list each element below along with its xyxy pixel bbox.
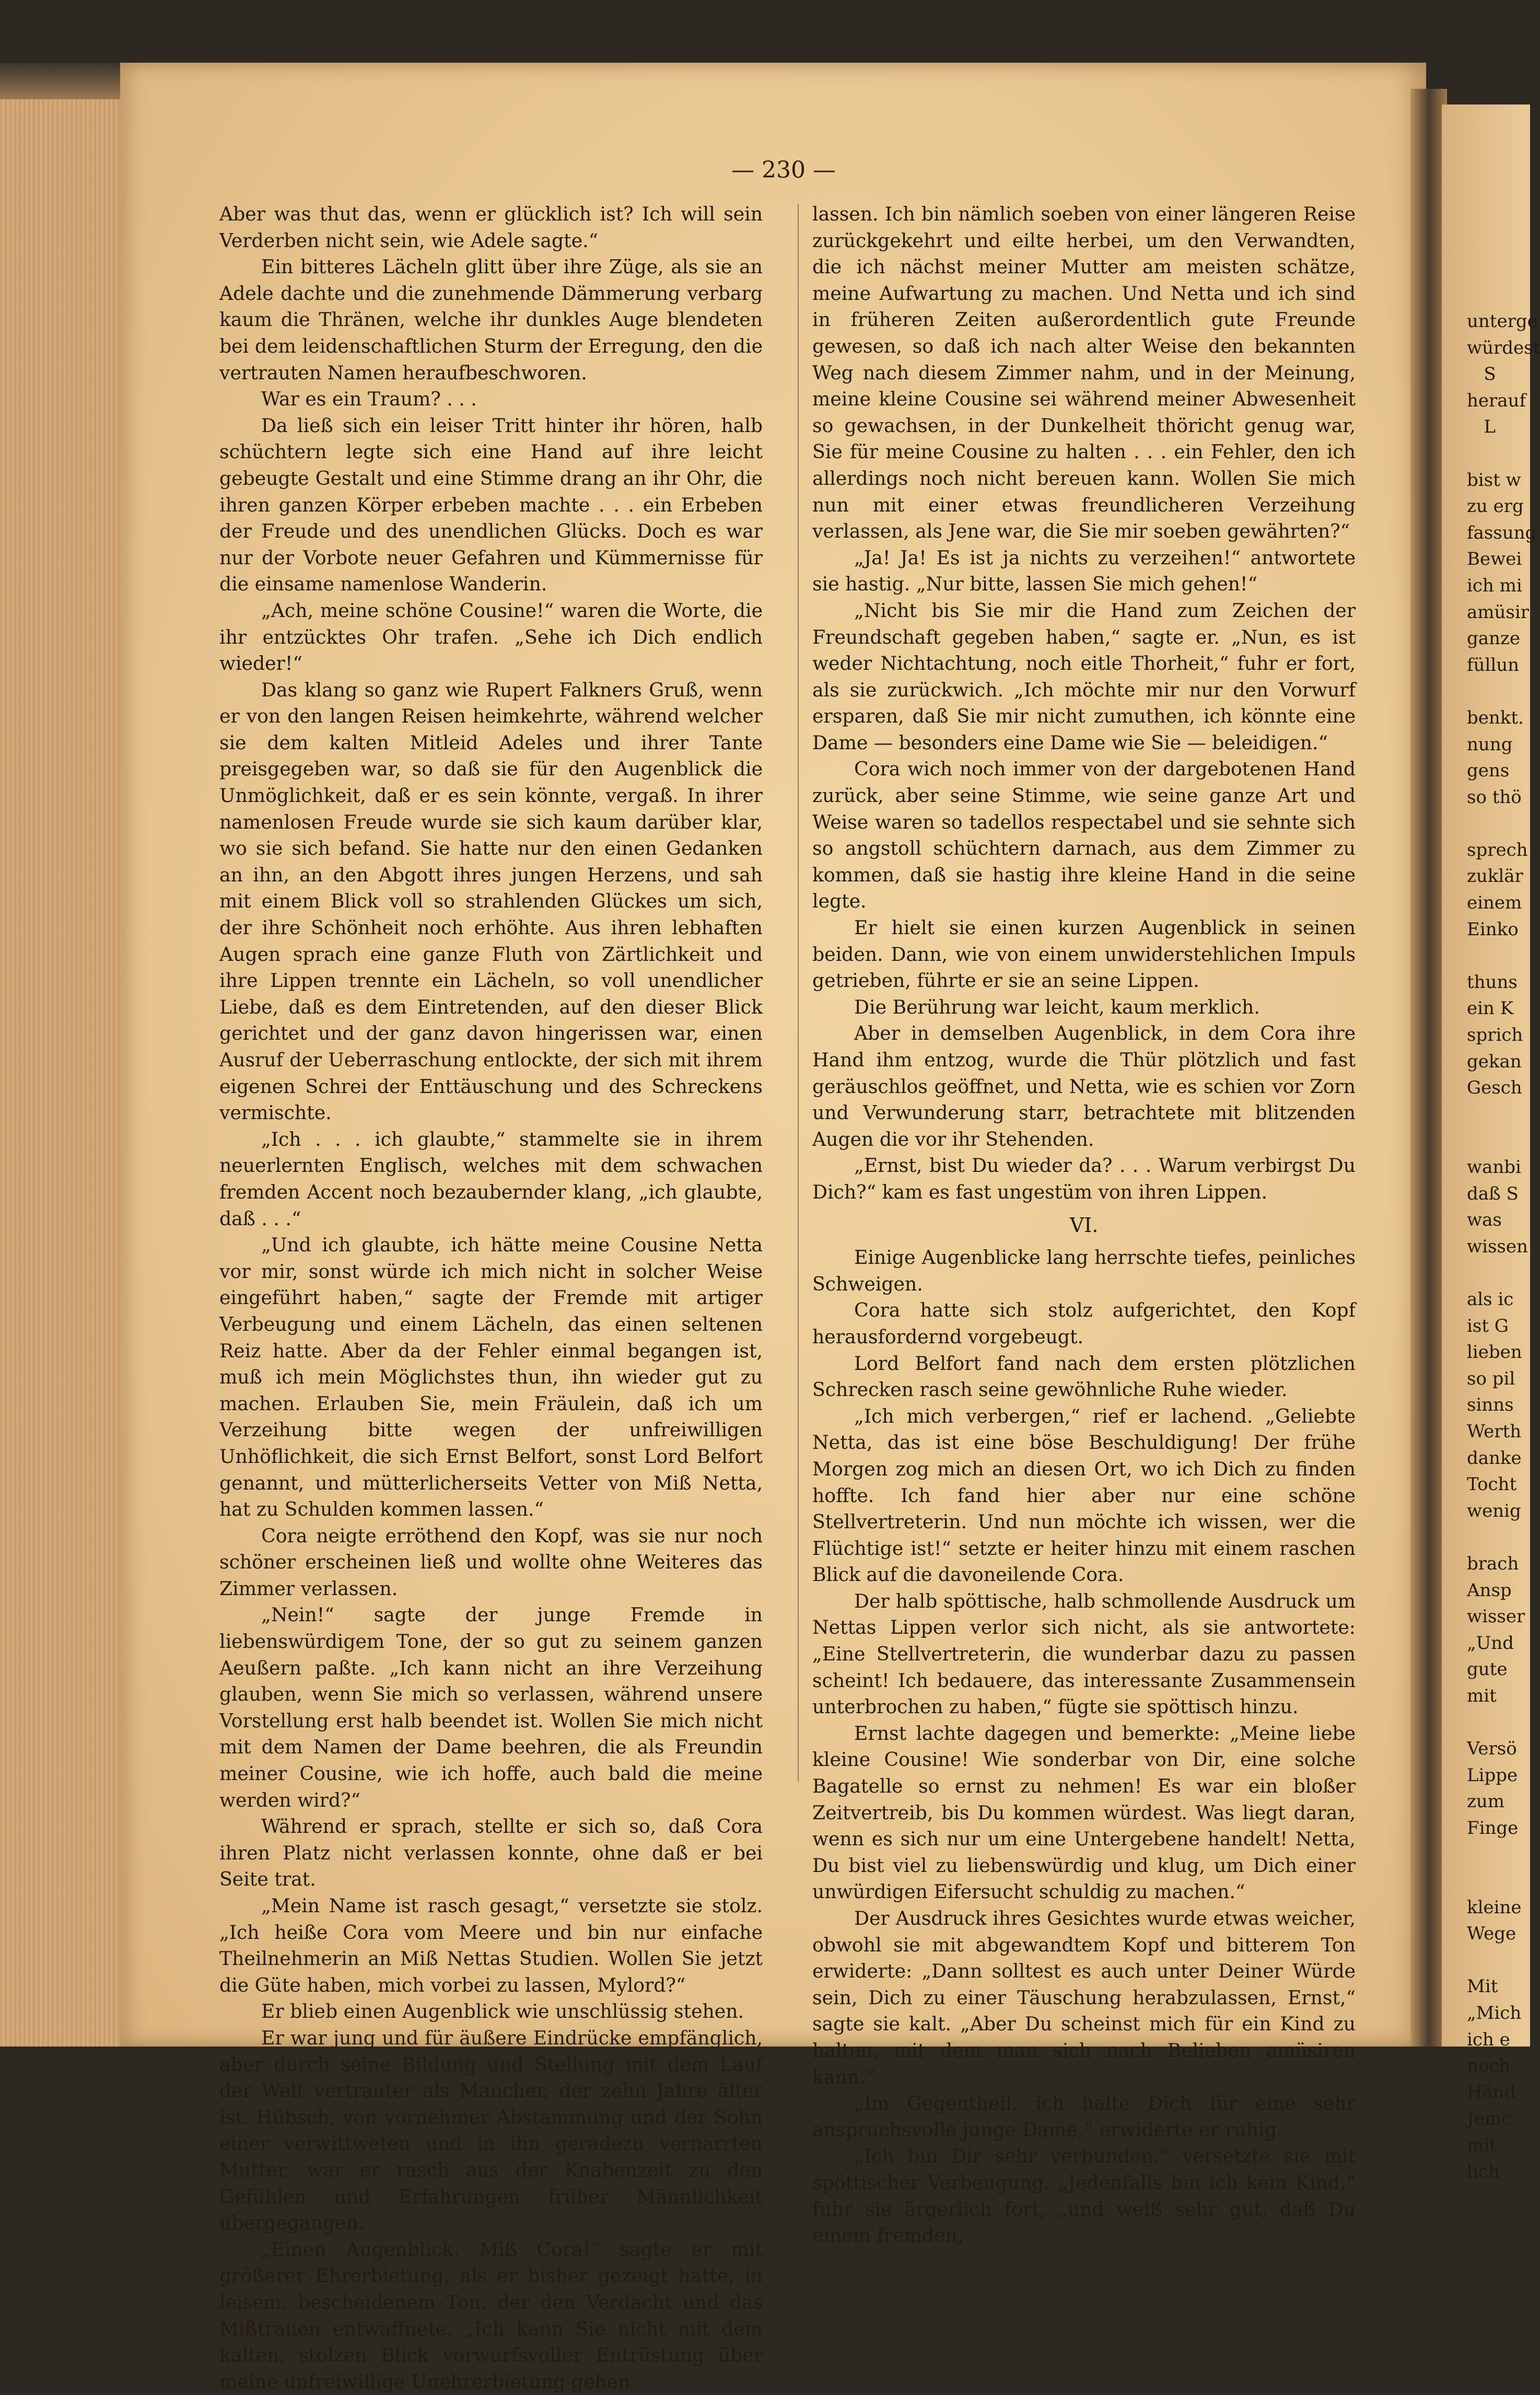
paragraph: Lord Belfort fand nach dem ersten plötzlichen Schrecken rasch seine gewöhnliche Ruhe wieder. xyxy=(812,1352,1356,1401)
paragraph: Aber in demselben Augenblick, in dem Cora ihre Hand ihm entzog, wurde die Thür plötzlich und fast geräuschlos geöffnet, und Netta, wie es schien vor Zorn und Verwunderung starr, betrachtete mit blitzenden Augen die vor ihr Stehenden. xyxy=(812,1022,1356,1150)
paragraph: Einige Augenblicke lang herrschte tiefes, peinliches Schweigen. xyxy=(812,1246,1356,1295)
chapter-heading: VI. xyxy=(1069,1213,1099,1237)
paragraph: Ernst lachte dagegen und bemerkte: „Meine liebe kleine Cousine! Wie sonderbar von Dir, eine solche Bagatelle so ernst zu nehmen! Es war ein bloßer Zeitvertreib, bis Du kommen würdest. Was liegt daran, wenn es sich nur um eine Untergebene handelt! Netta, Du bist viel zu liebenswürdig und klug, um Dich einer unwürdigen Eifersucht schuldig zu machen.“ xyxy=(812,1722,1356,1903)
paragraph: Ein bitteres Lächeln glitt über ihre Züge, als sie an Adele dachte und die zunehmende Dämmerung verbarg kaum die Thränen, welche ihr dunkles Auge blendeten bei dem leidenschaftlichen Sturm der Erregung, den die vertrauten Namen heraufbeschworen. xyxy=(219,255,763,384)
paragraph: lassen. Ich bin nämlich soeben von einer längeren Reise zurückgekehrt und eilte herbei, um den Verwandten, die ich nächst meiner Mutter am meisten schätze, meine Aufwartung zu machen. Und Netta und ich sind in früheren Zeiten außerordentlich gute Freunde gewesen, so daß ich nach alter Weise den bekannten Weg nach diesem Zimmer nahm, und in der Meinung, meine kleine Cousine sei während meiner Abwesenheit so gewachsen, in der Dunkelheit thöricht genug war, Sie für meine Cousine zu halten . . . ein Fehler, den ich allerdings noch nicht bereuen kann. Wollen Sie mich nun mit einer etwas freundlicheren Verzeihung verlassen, als Jene war, die Sie mir soeben gewährten?“ xyxy=(812,203,1356,543)
paragraph: „Ich . . . ich glaubte,“ stammelte sie in ihrem neuerlernten Englisch, welches mit dem schwachen fremden Accent noch bezaubernder klang, „ich glaubte, daß . . .“ xyxy=(219,1127,763,1230)
paragraph: „Ja! Ja! Es ist ja nichts zu verzeihen!“ antwortete sie hastig. „Nur bitte, lassen Sie mich gehen!“ xyxy=(812,546,1356,596)
paragraph: „Und ich glaubte, ich hätte meine Cousine Netta vor mir, sonst würde ich mich nicht in solcher Weise eingeführt haben,“ sagte der Fremde mit artiger Verbeugung und einem Lächeln, das einen seltenen Reiz hatte. Aber da der Fehler einmal begangen ist, muß ich mein Möglichstes thun, ihn wieder gut zu machen. Erlauben Sie, mein Fräulein, daß ich um Verzeihung bitte wegen der unfreiwilligen Unhöflichkeit, die sich Ernst Belfort, sonst Lord Belfort genannt, und mütterlicherseits Vetter von Miß Netta, hat zu Schulden kommen lassen.“ xyxy=(219,1234,763,1521)
paragraph: Das klang so ganz wie Rupert Falkners Gruß, wenn er von den langen Reisen heimkehrte, während welcher sie dem kalten Mitleid Adeles und ihrer Tante preisgegeben war, so daß sie für den Augenblick die Unmöglichkeit, daß er es sein könnte, vergaß. In ihrer namenlosen Freude wurde sie sich kaum darüber klar, wo sie sich befand. Sie hatte nur den einen Gedanken an ihn, an den Abgott ihres jungen Herzens, und sah mit einem Blick voll so strahlenden Glückes um sich, der ihre Schönheit noch erhöhte. Aus ihren lebhaften Augen sprach eine ganze Fluth von Zärtlichkeit und ihre Lippen trennte ein Lächeln, so voll unendlicher Liebe, daß es dem Eintretenden, auf den dieser Blick gerichtet und der ganz davon hingerissen war, einen Ausruf der Ueberraschung entlockte, der sich mit ihrem eigenen Schrei der Enttäuschung und des Schreckens vermischte. xyxy=(219,678,763,1124)
paragraph: „Einen Augenblick, Miß Cora!“ sagte er mit größerer Ehrerbietung, als er bisher gezeigt hatte, in leisem, bescheidenem Ton, der den Verdacht und das Mißtrauen entwaffnete. „Ich kann Sie nicht mit dem kalten, stolzen Blick vorwurfsvoller Entrüstung über meine unfreiwillige Unehrerbietung gehen xyxy=(219,2238,763,2393)
paragraph: Er hielt sie einen kurzen Augenblick in seinen beiden. Dann, wie von einem unwiderstehlichen Impuls getrieben, führte er sie an seine Lippen. xyxy=(812,916,1356,992)
paragraph: Cora neigte erröthend den Kopf, was sie nur noch schöner erscheinen ließ und wollte ohne Weiteres das Zimmer verlassen. xyxy=(219,1524,763,1600)
next-page-text-fragments: unterge würdest S herauf L bist w zu erg fassung Bewei ich mi amüsir ganze füllun benkt. nung gens so thö sprech zuklär einem Einko thuns ein K sprich gekan Gesch wanbi daß S was wissen als ic ist G lieben so pil sinns Werth danke Tocht wenig brach Ansp wisser „Und gute mit Versö Lippe zum Finge kleine Wege Mit „Mich ich e noch Händ Jemc mit lich xyxy=(1467,311,1540,2182)
paragraph: War es ein Traum? . . . xyxy=(261,388,477,411)
paragraph: „Ich bin Dir sehr verbunden,“ versetzte sie mit spöttischer Verbeugung. „Jedenfalls bin ich kein Kind,“ fuhr sie ärgerlich fort, „und weiß sehr gut, daß Du einem fremden, xyxy=(812,2145,1356,2247)
paragraph: „Ich mich verbergen,“ rief er lachend. „Geliebte Netta, das ist eine böse Beschuldigung! Der frühe Morgen zog mich an diesen Ort, wo ich Dich zu finden hoffte. Ich fand hier aber nur eine schöne Stellvertreterin. Und nun möchte ich wissen, wer die Flüchtige ist!“ setzte er heiter hinzu mit einem raschen Blick auf die davoneilende Cora. xyxy=(812,1404,1356,1586)
paragraph: Der halb spöttische, halb schmollende Ausdruck um Nettas Lippen verlor sich nicht, als sie antwortete: „Eine Stellvertreterin, die wunderbar dazu zu passen scheint! Ich bedauere, das interessante Zusammensein unterbrochen zu haben,“ fügte sie spöttisch hinzu. xyxy=(812,1589,1356,1718)
column-divider xyxy=(798,204,799,1782)
paragraph: „Nicht bis Sie mir die Hand zum Zeichen der Freundschaft gegeben haben,“ sagte er. „Nun, es ist weder Nichtachtung, noch eitle Thorheit,“ fuhr er fort, als sie zurückwich. „Ich möchte mir nur den Vorwurf ersparen, daß Sie mir nicht zumuthen, ich könnte eine Dame — besonders eine Dame wie Sie — beleidigen.“ xyxy=(812,599,1356,754)
paragraph: Er blieb einen Augenblick wie unschlüssig stehen. xyxy=(261,2000,744,2023)
paragraph: „Ach, meine schöne Cousine!“ waren die Worte, die ihr entzücktes Ohr trafen. „Sehe ich Dich endlich wieder!“ xyxy=(219,599,763,675)
paragraph: Cora hatte sich stolz aufgerichtet, den Kopf herausfordernd vorgebeugt. xyxy=(812,1299,1356,1348)
right-text-column xyxy=(812,201,1356,2249)
book-page-edges xyxy=(0,99,120,2047)
paragraph: Die Berührung war leicht, kaum merklich. xyxy=(854,995,1260,1018)
paragraph: Da ließ sich ein leiser Tritt hinter ihr hören, halb schüchtern legte sich eine Hand auf ihre leicht gebeugte Gestalt und eine Stimme drang an ihr Ohr, die ihren ganzen Körper erbeben machte . . . ein Erbeben der Freude und des unendlichen Glücks. Doch es war nur der Vorbote neuer Gefahren und Kümmernisse für die einsame namenlose Wanderin. xyxy=(219,414,763,596)
page-number: — 230 — xyxy=(731,157,836,183)
paragraph: „Ernst, bist Du wieder da? . . . Warum verbirgst Du Dich?“ kam es fast ungestüm von ihren Lippen. xyxy=(812,1154,1356,1203)
paragraph: Während er sprach, stellte er sich so, daß Cora ihren Platz nicht verlassen konnte, ohne daß er bei Seite trat. xyxy=(219,1815,763,1891)
paragraph: Der Ausdruck ihres Gesichtes wurde etwas weicher, obwohl sie mit abgewandtem Kopf und bitterem Ton erwiderte: „Dann solltest es auch unter Deiner Würde sein, Dich zu einer Täuschung herabzulassen, Ernst,“ sagte sie kalt. „Aber Du scheinst mich für ein Kind zu halten, mit dem man sich nach Belieben amüsiren kann.“ xyxy=(812,1907,1356,2088)
paragraph: Cora wich noch immer von der dargebotenen Hand zurück, aber seine Stimme, wie seine ganze Art und Weise waren so tadellos respectabel und sie sehnte sich so angstoll schüchtern darnach, aus dem Zimmer zu kommen, daß sie hastig ihre kleine Hand in die seine legte. xyxy=(812,758,1356,913)
paragraph: „Mein Name ist rasch gesagt,“ versetzte sie stolz. „Ich heiße Cora vom Meere und bin nur einfache Theilnehmerin an Miß Nettas Studien. Wollen Sie jetzt die Güte haben, mich vorbei zu lassen, Mylord?“ xyxy=(219,1894,763,1996)
paragraph: Aber was thut das, wenn er glücklich ist? Ich will sein Verderben nicht sein, wie Adele sagte.“ xyxy=(219,203,763,252)
paragraph: „Im Gegentheil, ich halte Dich für eine sehr anspruchsvolle junge Dame,“ erwiderte er ruhig. xyxy=(812,2092,1356,2141)
left-text-column xyxy=(219,201,763,2395)
paragraph: „Nein!“ sagte der junge Fremde in liebenswürdigem Tone, der so gut zu seinem ganzen Aeußern paßte. „Ich kann nicht an ihre Verzeihung glauben, wenn Sie mich so verlassen, während unsere Vorstellung erst halb beendet ist. Wollen Sie mich nicht mit dem Namen der Dame beehren, die als Freundin meiner Cousine, wie ich hoffe, auch bald die meine werden wird?“ xyxy=(219,1603,763,1811)
paragraph: Er war jung und für äußere Eindrücke empfänglich, aber durch seine Bildung und Stellung mit dem Lauf der Welt vertrauter als Mancher, der zehn Jahre älter ist. Hübsch, von vornehmer Abstammung und der Sohn einer verwittweten und in ihn geradezu vernarrten Mutter, war er rasch aus der Knabenzeit zu den Gefühlen und Erfahrungen früher Männlichkeit übergegangen. xyxy=(219,2026,763,2235)
next-page-edge xyxy=(1442,104,1540,2182)
